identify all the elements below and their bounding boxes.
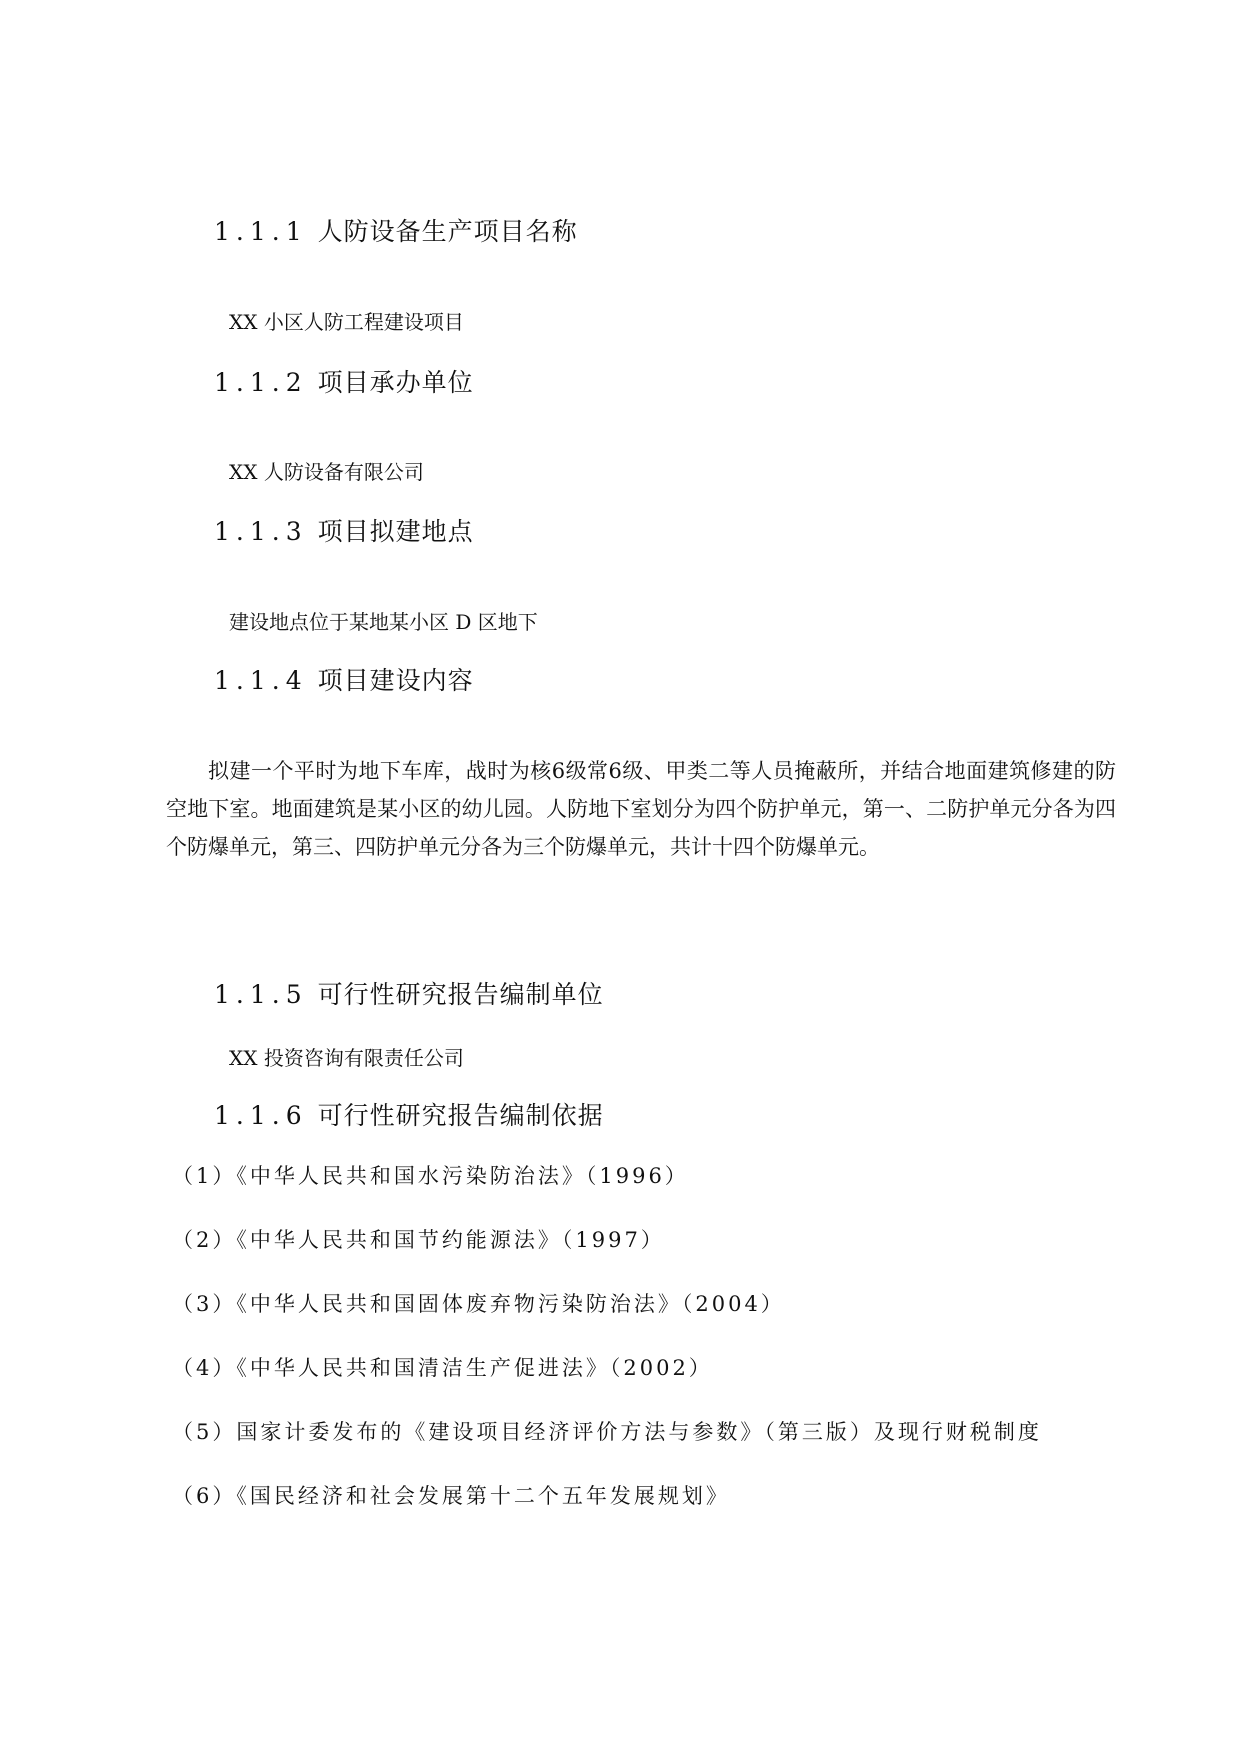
section-title: 项目建设内容: [317, 666, 474, 695]
section-number: 1.1.1: [214, 217, 308, 246]
section-heading-1-1-5: [214, 975, 604, 1011]
section-number: 1.1.2: [214, 368, 308, 397]
sponsor-text: XX 人防设备有限公司: [229, 460, 424, 484]
section-title: 可行性研究报告编制依据: [317, 1101, 604, 1130]
section-title: 项目承办单位: [317, 368, 474, 397]
construction-content-paragraph: 拟建一个平时为地下车库，战时为核6级常6级、甲类二等人员掩蔽所，并结合地面建筑修建的防空地下室。地面建筑是某小区的幼儿园。人防地下室划分为四个防护单元，第一、二防护单元分各为四个防爆单元，第三、四防护单元分各为三个防爆单元，共计十四个防爆单元。: [166, 759, 1116, 859]
location-text: 建设地点位于某地某小区 D 区地下: [229, 610, 538, 634]
section-title: 项目拟建地点: [317, 517, 474, 546]
reference-item: （2）《中华人民共和国节约能源法》（1997）: [172, 1228, 665, 1252]
section-heading-1-1-1: [214, 212, 578, 248]
reference-item: （5）国家计委发布的《建设项目经济评价方法与参数》（第三版）及现行财税制度: [172, 1420, 1042, 1444]
section-number: 1.1.4: [214, 666, 308, 695]
section-heading-1-1-4: [214, 661, 474, 697]
section-number: 1.1.3: [214, 517, 308, 546]
section-heading-1-1-2: [214, 363, 474, 399]
reference-item: （3）《中华人民共和国固体废弃物污染防治法》（2004）: [172, 1292, 785, 1316]
reference-item: （4）《中华人民共和国清洁生产促进法》（2002）: [172, 1356, 713, 1380]
section-title: 人防设备生产项目名称: [317, 217, 578, 246]
section-heading-1-1-3: [214, 512, 474, 548]
reference-item: （1）《中华人民共和国水污染防治法》（1996）: [172, 1164, 689, 1188]
section-heading-1-1-6: [214, 1096, 604, 1132]
project-name-text: XX 小区人防工程建设项目: [229, 310, 464, 334]
section-number: 1.1.5: [214, 980, 308, 1009]
section-title: 可行性研究报告编制单位: [317, 980, 604, 1009]
report-author-text: XX 投资咨询有限责任公司: [229, 1046, 464, 1070]
section-number: 1.1.6: [214, 1101, 308, 1130]
reference-item: （6）《国民经济和社会发展第十二个五年发展规划》: [172, 1484, 730, 1508]
